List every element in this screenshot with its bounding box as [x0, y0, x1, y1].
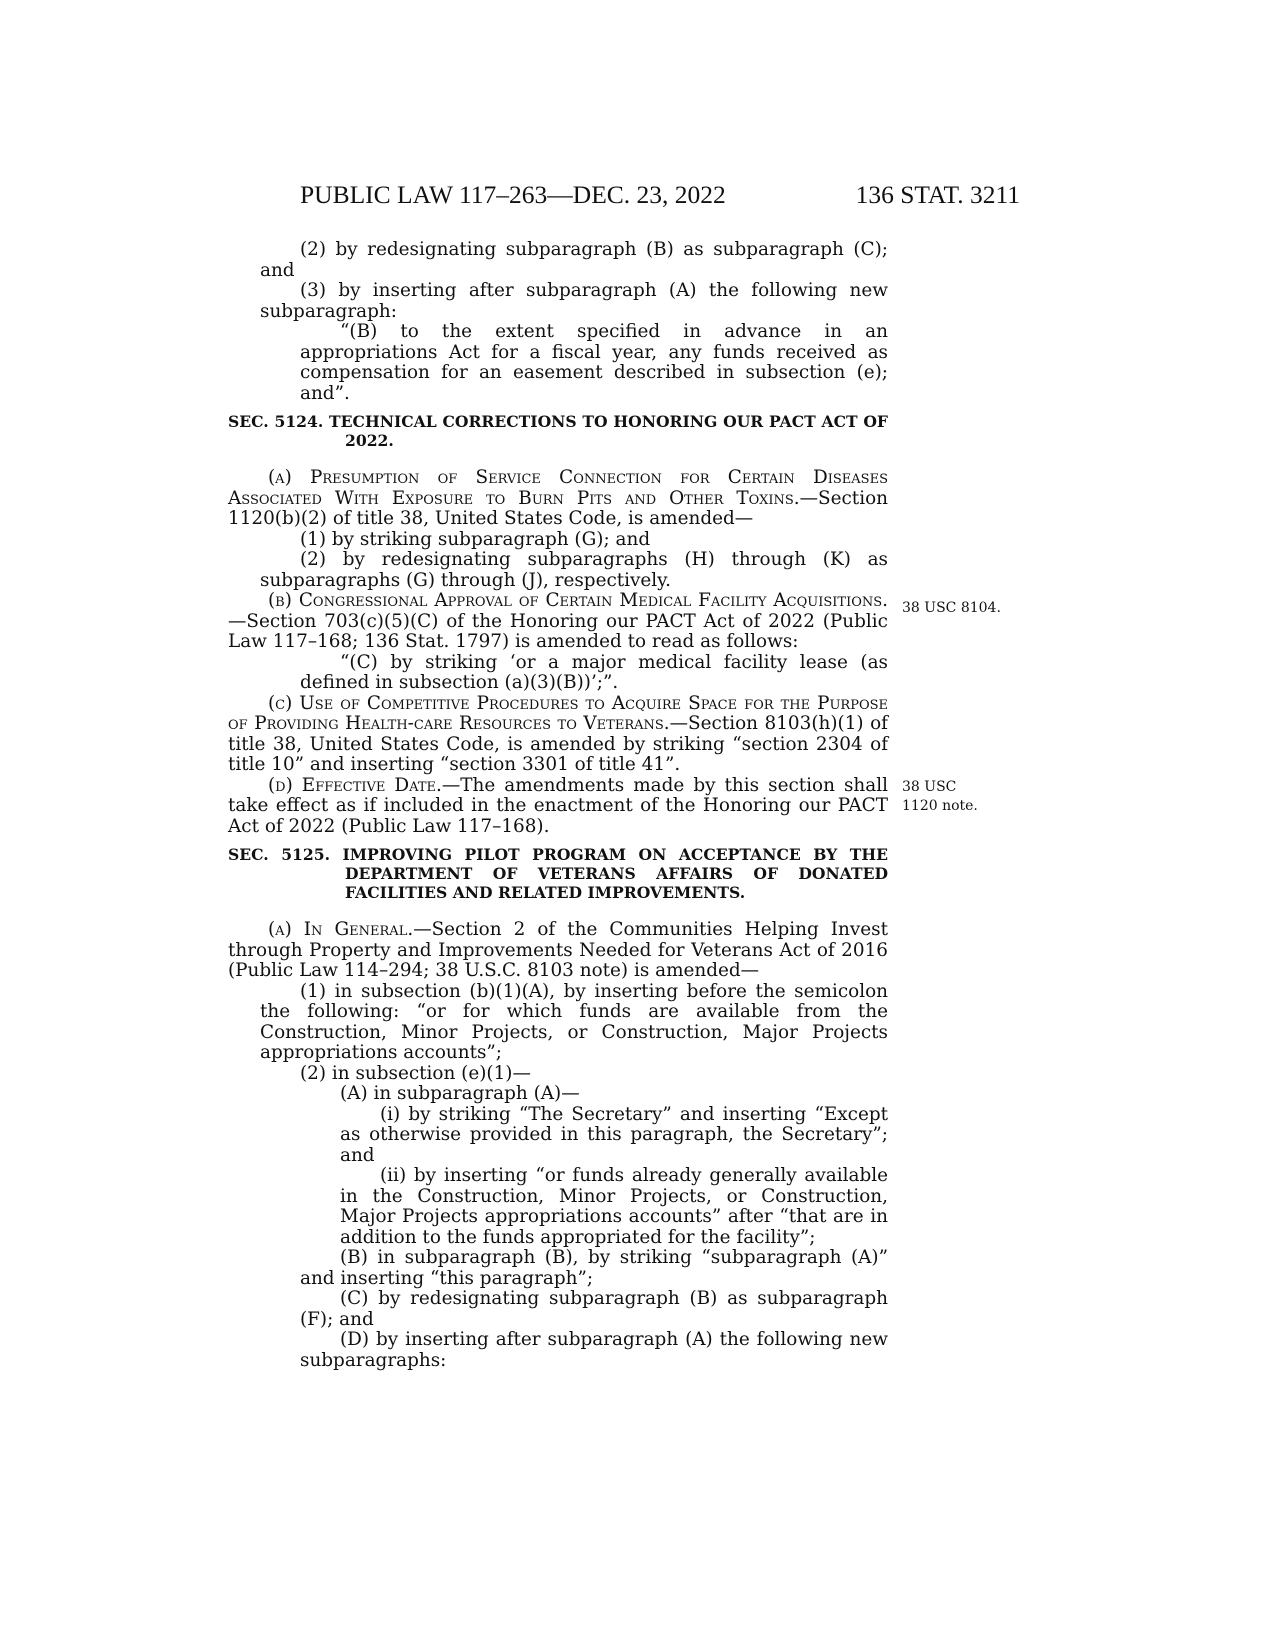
- subsection-b-quote: “(C) by striking ‘or a major medical facility lease (as defined in subsection (a)(3)(B))’;”.: [300, 651, 888, 693]
- subsection-c-text: —Section 8103(h)(1) of title 38, United States Code, is amended by striking “section 2304 of title 10” and inserting “section 3301 of title 41”.: [228, 713, 888, 775]
- item-2-a-clause-i: (i) by striking “The Secretary” and inserting “Except as otherwise provided in this paragraph, the Secretary”; and: [340, 1103, 888, 1166]
- item-2-subparagraph-d: (D) by inserting after subparagraph (A) the following new subparagraphs:: [300, 1329, 888, 1371]
- subsection-d-heading: (d) Effective Date.: [268, 774, 442, 796]
- subsection-d-text: —The amendments made by this section shall take effect as if included in the enactment of the Honoring our PACT Act of 2022 (Public Law 117–168).: [228, 774, 888, 837]
- subsection-c-heading: (c) Use of Competitive Procedures to Acquire Space for the Purpose of Providing Health-care Resources to Veterans.: [228, 692, 888, 734]
- section-5125-heading: SEC. 5125. IMPROVING PILOT PROGRAM ON ACCEPTANCE BY THE DEPARTMENT OF VETERANS AFFAIRS OF DONATED FACILITIES AND RELATED IMPROVEMENTS.: [228, 845, 888, 902]
- subsection-a-text: —Section 1120(b)(2) of title 38, United States Code, is amended—: [228, 487, 888, 529]
- subsection-d-effective-date: [228, 776, 888, 838]
- in-general-text: —Section 2 of the Communities Helping Invest through Property and Improvements Needed for Veterans Act of 2016 (Public Law 114–294; 38 U.S.C. 8103 note) is amended—: [228, 919, 888, 981]
- item-2-a-clause-ii: (ii) by inserting “or funds already generally available in the Construction, Minor Projects, or Construction, Major Projects appropriations accounts” after “that are in addition to the funds appropriated for the facility”;: [340, 1165, 888, 1248]
- in-general-item-1: (1) in subsection (b)(1)(A), by inserting before the semicolon the following: “or for which funds are available from the Construction, Minor Projects, or Construction, Major Projects appropriations accounts”;: [260, 980, 888, 1063]
- subsection-b-congressional-approval: [228, 591, 888, 653]
- item-2-subparagraph-c: (C) by redesignating subparagraph (B) as subparagraph (F); and: [300, 1288, 888, 1330]
- quoted-subparagraph-b: “(B) to the extent specified in advance in an appropriations Act for a fiscal year, any funds received as compensation for an easement described in subsection (e); and”.: [300, 321, 888, 404]
- in-general-item-2: (2) in subsection (e)(1)—: [300, 1062, 531, 1084]
- subsection-c-competitive-procedures: [228, 694, 888, 776]
- subsection-b-text: —Section 703(c)(5)(C) of the Honoring our PACT Act of 2022 (Public Law 117–168; 136 Stat. 1797) is amended to read as follows:: [228, 610, 888, 652]
- item-2-subparagraph-a: (A) in subparagraph (A)—: [340, 1083, 580, 1104]
- item-2-subparagraph-b: (B) in subparagraph (B), by striking “subparagraph (A)” and inserting “this paragraph”;: [300, 1247, 888, 1289]
- page-header-title: PUBLIC LAW 117–263—DEC. 23, 2022: [300, 180, 726, 209]
- subsection-a-item-1: (1) by striking subparagraph (G); and: [300, 528, 651, 550]
- page-stat-number: 136 STAT. 3211: [855, 180, 1020, 209]
- subsection-a-in-general: [228, 920, 888, 982]
- document-body: [228, 240, 888, 1371]
- section-5124-heading: SEC. 5124. TECHNICAL CORRECTIONS TO HONORING OUR PACT ACT OF 2022.: [228, 412, 888, 450]
- paragraph-3-inserting: (3) by inserting after subparagraph (A) the following new subparagraph:: [260, 280, 888, 322]
- in-general-heading: (a) In General.: [268, 919, 414, 940]
- running-header: [300, 180, 1020, 214]
- margin-note-38-usc-8104: 38 USC 8104.: [902, 600, 1001, 616]
- subsection-b-heading: (b) Congressional Approval of Certain Medical Facility Acquisitions.: [268, 590, 888, 611]
- margin-note-38-usc-1120: 38 USC 1120 note.: [902, 779, 978, 814]
- subsection-a-item-2: (2) by redesignating subparagraphs (H) through (K) as subparagraphs (G) through (J), respectively.: [260, 549, 888, 591]
- paragraph-2-redesignating: (2) by redesignating subparagraph (B) as subparagraph (C); and: [260, 239, 888, 281]
- subsection-a-presumption: [228, 468, 888, 530]
- subsection-a-heading: (a) Presumption of Service Connection for Certain Diseases Associated With Exposure to Burn Pits and Other Toxins.: [228, 467, 888, 509]
